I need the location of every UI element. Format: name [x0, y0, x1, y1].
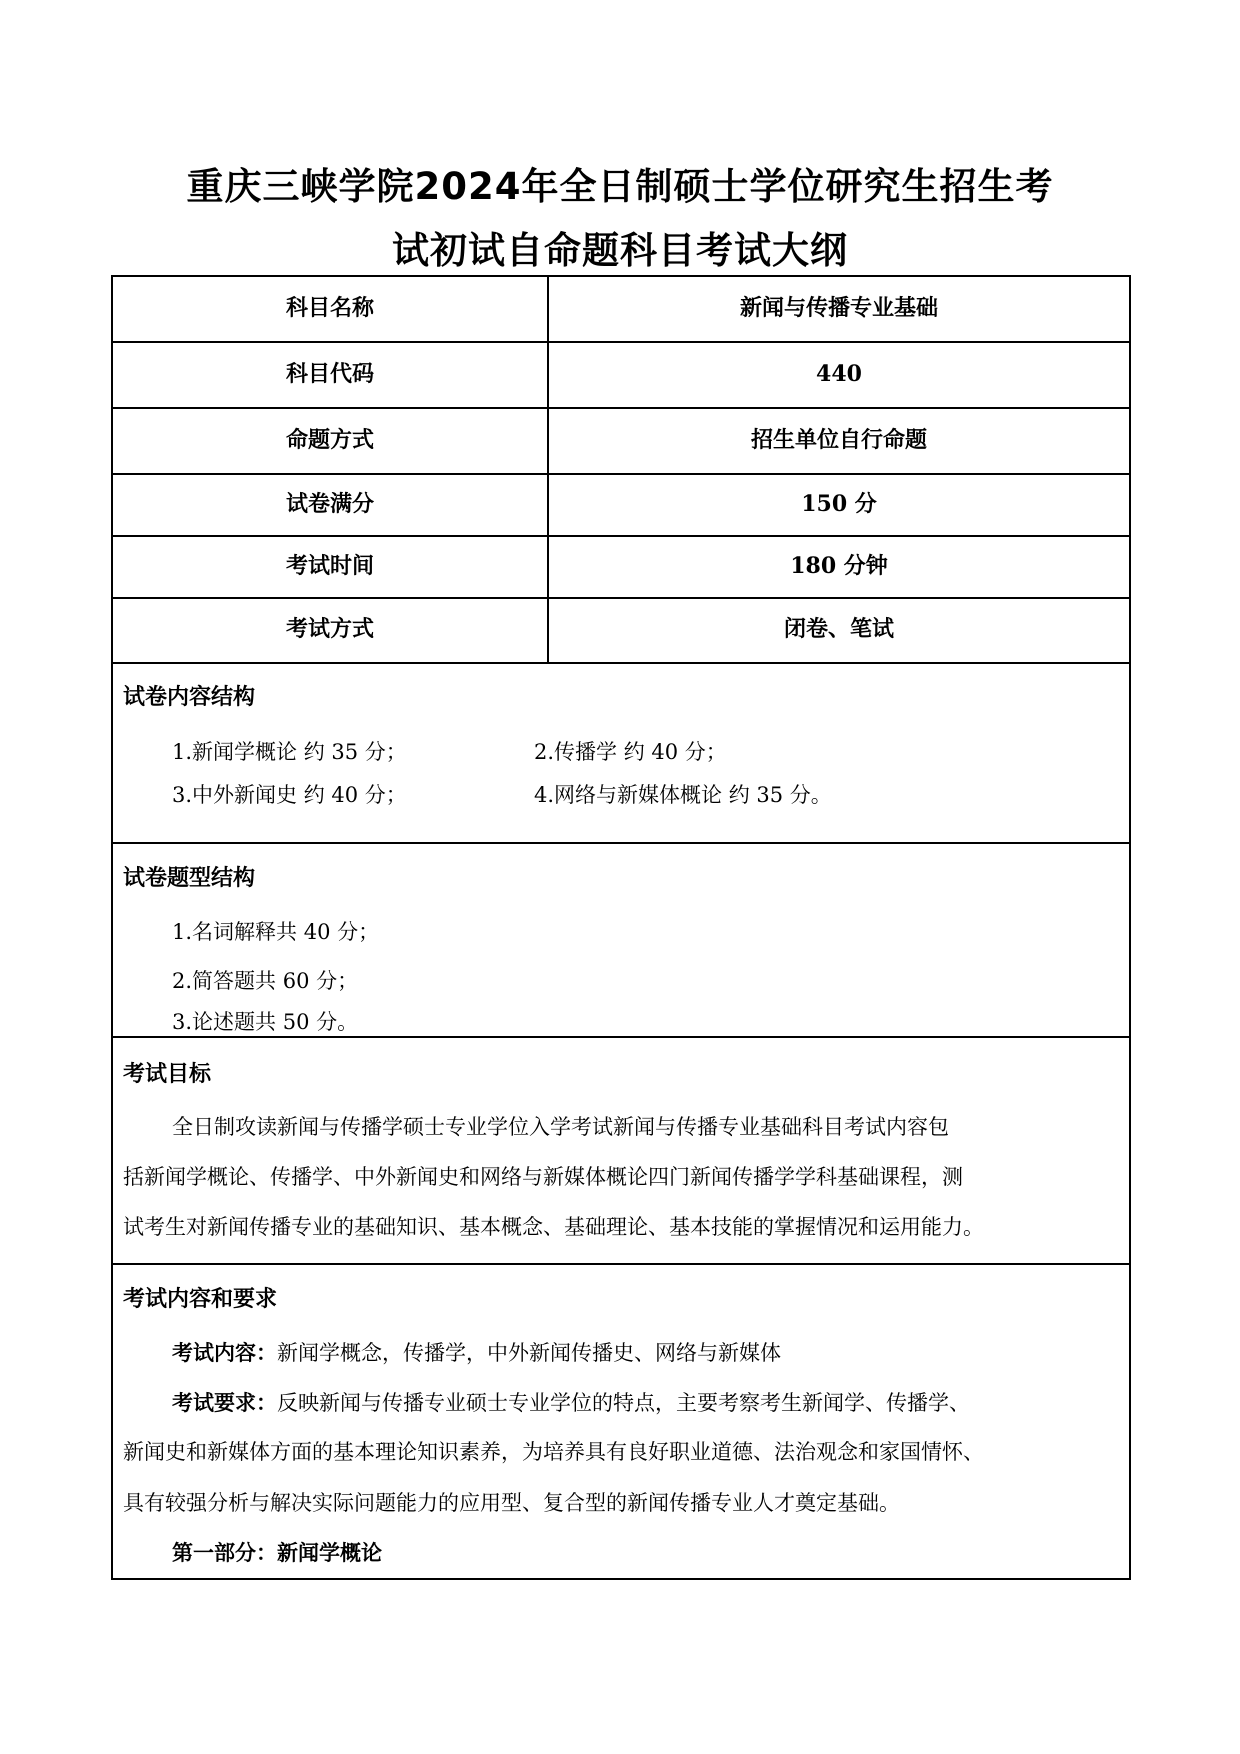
exam-content-text: 新闻学概念，传播学，中外新闻传播史、网络与新媒体: [277, 1341, 781, 1365]
exam-goal-line-1: 全日制攻读新闻与传播学硕士专业学位入学考试新闻与传播专业基础科目考试内容包: [172, 1115, 949, 1139]
subject-name-label: 科目名称: [285, 295, 374, 321]
exam-requirement-line-1: [172, 1392, 970, 1414]
row-divider-5: [111, 597, 1131, 599]
question-structure-heading: 试卷题型结构: [123, 865, 256, 891]
row-divider-2: [111, 407, 1131, 409]
exam-requirement-label: 考试要求：: [172, 1390, 277, 1415]
content-item-2: 2.传播学 约 40 分；: [534, 740, 727, 764]
content-item-3: 3.中外新闻史 约 40 分；: [172, 783, 407, 807]
row-divider-4: [111, 535, 1131, 537]
question-item-3: 3.论述题共 50 分。: [172, 1010, 359, 1034]
exam-requirement-line-3: 具有较强分析与解决实际问题能力的应用型、复合型的新闻传播专业人才奠定基础。: [123, 1491, 900, 1515]
document-title-line-1: 重庆三峡学院2024年全日制硕士学位研究生招生考: [186, 165, 1054, 208]
question-method-label: 命题方式: [285, 427, 374, 453]
question-item-2: 2.简答题共 60 分；: [172, 969, 359, 993]
exam-goal-line-2: 括新闻学概论、传播学、中外新闻史和网络与新媒体概论四门新闻传播学学科基础课程，测: [123, 1165, 963, 1189]
exam-requirement-text-1: 反映新闻与传播专业硕士专业学位的特点，主要考察考生新闻学、传播学、: [277, 1391, 970, 1415]
subject-name-value: 新闻与传播专业基础: [739, 295, 938, 321]
question-item-1: 1.名词解释共 40 分；: [172, 920, 380, 944]
row-divider-1: [111, 341, 1131, 343]
document-title-line-2: 试初试自命题科目考试大纲: [392, 229, 848, 272]
exam-format-label: 考试方式: [285, 616, 374, 642]
section-divider-1: [111, 842, 1131, 844]
exam-content-heading: 考试内容和要求: [123, 1286, 278, 1312]
full-score-value: 150 分: [801, 491, 877, 517]
question-method-value: 招生单位自行命题: [750, 427, 927, 453]
exam-time-value: 180 分钟: [790, 553, 888, 579]
row-divider-6: [111, 662, 1131, 664]
section-divider-2: [111, 1036, 1131, 1038]
content-structure-heading: 试卷内容结构: [123, 684, 256, 710]
exam-goal-heading: 考试目标: [123, 1061, 212, 1087]
exam-time-label: 考试时间: [285, 553, 374, 579]
exam-content-line: [172, 1342, 781, 1364]
part-one-heading: 第一部分：新闻学概论: [172, 1540, 382, 1565]
full-score-label: 试卷满分: [285, 491, 374, 517]
subject-code-value: 440: [816, 361, 862, 387]
exam-format-value: 闭卷、笔试: [783, 616, 894, 642]
content-item-4: 4.网络与新媒体概论 约 35 分。: [534, 783, 832, 807]
exam-goal-line-3: 试考生对新闻传播专业的基础知识、基本概念、基础理论、基本技能的掌握情况和运用能力。: [123, 1215, 984, 1239]
info-table-divider: [547, 275, 549, 663]
exam-requirement-line-2: 新闻史和新媒体方面的基本理论知识素养，为培养具有良好职业道德、法治观念和家国情怀、: [123, 1440, 984, 1464]
row-divider-3: [111, 473, 1131, 475]
subject-code-label: 科目代码: [285, 361, 374, 387]
section-divider-3: [111, 1263, 1131, 1265]
content-item-1: 1.新闻学概论 约 35 分；: [172, 740, 407, 764]
exam-content-label: 考试内容：: [172, 1340, 277, 1365]
